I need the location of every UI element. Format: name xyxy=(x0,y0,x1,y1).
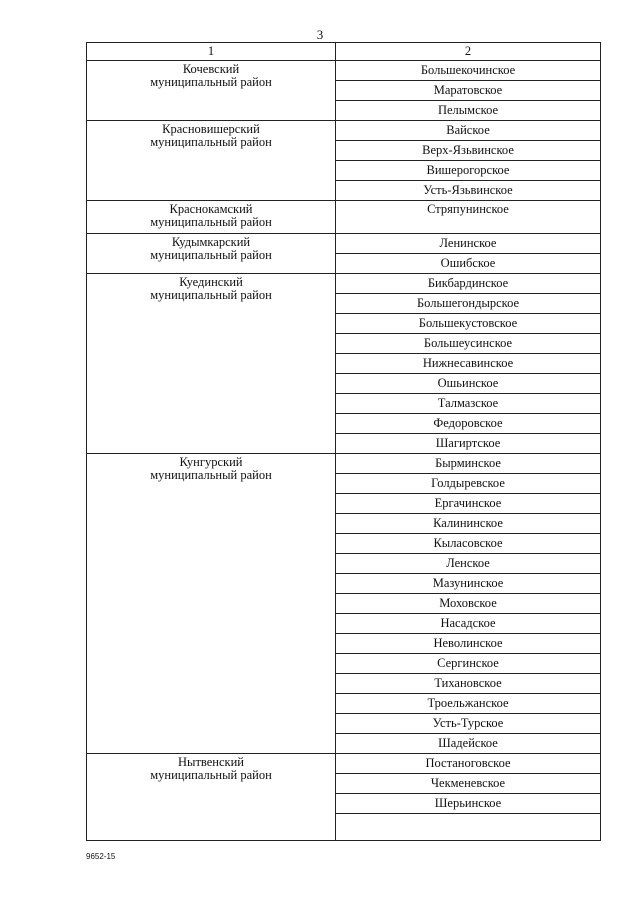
settlement-name: Нижнесавинское xyxy=(336,354,601,374)
settlement-name: Верх-Язьвинское xyxy=(336,141,601,161)
settlement-name: Сергинское xyxy=(336,654,601,674)
settlement-name: Ергачинское xyxy=(336,494,601,514)
settlement-name: Федоровское xyxy=(336,414,601,434)
settlement-name: Чекменевское xyxy=(336,774,601,794)
district-name: Кунгурский муниципальный район xyxy=(87,454,336,754)
table-row xyxy=(87,454,601,474)
settlement-name: Шерьинское xyxy=(336,794,601,814)
settlement-name: Кыласовское xyxy=(336,534,601,554)
settlement-name: Вайское xyxy=(336,121,601,141)
settlement-name: Тихановское xyxy=(336,674,601,694)
settlement-name: Ошьинское xyxy=(336,374,601,394)
district-name: Нытвенский муниципальный район xyxy=(87,754,336,841)
settlement-name: Бырминское xyxy=(336,454,601,474)
district-name: Красновишерский муниципальный район xyxy=(87,121,336,201)
settlement-name: Ошибское xyxy=(336,254,601,274)
table-row xyxy=(87,274,601,294)
table-row xyxy=(87,201,601,234)
settlement-name: Неволинское xyxy=(336,634,601,654)
district-name: Краснокамский муниципальный район xyxy=(87,201,336,234)
table-row xyxy=(87,121,601,141)
settlement-name: Большекочинское xyxy=(336,61,601,81)
column-header-1: 1 xyxy=(87,43,336,61)
settlement-name: Усть-Турское xyxy=(336,714,601,734)
settlements-table xyxy=(86,42,601,841)
settlement-name: Голдыревское xyxy=(336,474,601,494)
table-row xyxy=(87,754,601,774)
district-name: Куединский муниципальный район xyxy=(87,274,336,454)
settlement-name: Усть-Язьвинское xyxy=(336,181,601,201)
table-row xyxy=(87,234,601,254)
settlement-name: Калининское xyxy=(336,514,601,534)
settlement-name: Большекустовское xyxy=(336,314,601,334)
settlement-name: Троельжанское xyxy=(336,694,601,714)
district-name: Кочевский муниципальный район xyxy=(87,61,336,121)
settlement-name: Постаноговское xyxy=(336,754,601,774)
settlement-name: Стряпунинское xyxy=(336,201,601,234)
column-header-2: 2 xyxy=(336,43,601,61)
settlement-name: Мазунинское xyxy=(336,574,601,594)
settlement-name: Шагиртское xyxy=(336,434,601,454)
table-row xyxy=(87,61,601,81)
settlement-name: Вишерогорское xyxy=(336,161,601,181)
settlement-name: Моховское xyxy=(336,594,601,614)
settlement-name: Шадейское xyxy=(336,734,601,754)
settlement-name: Большегондырское xyxy=(336,294,601,314)
settlement-name: Большеусинское xyxy=(336,334,601,354)
settlement-name: Ленское xyxy=(336,554,601,574)
settlement-name: Насадское xyxy=(336,614,601,634)
document-code: 9652-15 xyxy=(86,852,116,861)
settlement-name: Пелымское xyxy=(336,101,601,121)
settlement-name: Бикбардинское xyxy=(336,274,601,294)
settlement-name: Маратовское xyxy=(336,81,601,101)
empty-cell xyxy=(336,814,601,841)
settlement-name: Ленинское xyxy=(336,234,601,254)
settlement-name: Талмазское xyxy=(336,394,601,414)
district-name: Кудымкарский муниципальный район xyxy=(87,234,336,274)
table-header-row xyxy=(87,43,601,61)
page-number: 3 xyxy=(316,27,324,42)
